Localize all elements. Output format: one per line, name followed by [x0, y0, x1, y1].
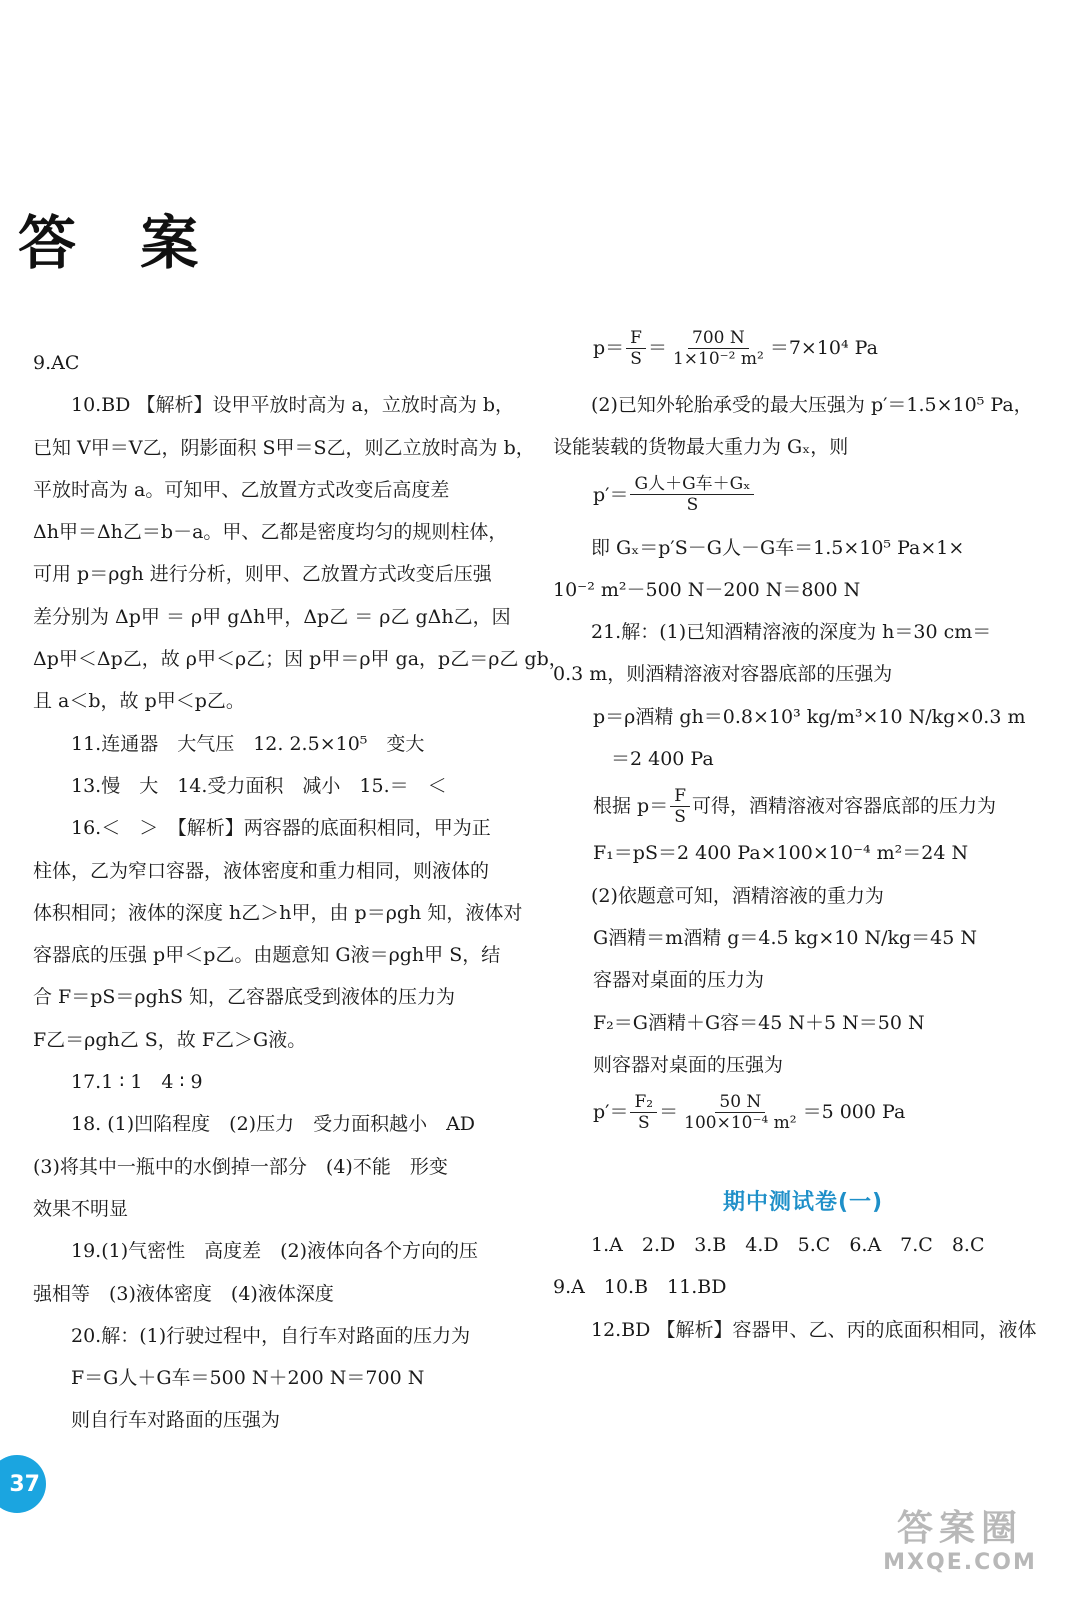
formula-text: p′＝: [593, 483, 629, 506]
answer-line: 17.1 ∶ 1 4 ∶ 9: [71, 1071, 203, 1094]
fraction: [630, 1092, 657, 1133]
answer-line: 设能装载的货物最大重力为 Gₓ，则: [553, 436, 849, 459]
answer-line: 则自行车对路面的压强为: [71, 1409, 281, 1432]
answer-line: 21.解：(1)已知酒精溶液的深度为 h＝30 cm＝: [591, 621, 992, 644]
answer-line: 差分别为 Δp甲 ＝ ρ甲 gΔh甲，Δp乙 ＝ ρ乙 gΔh乙，因: [33, 605, 511, 628]
answer-line: 0.3 m，则酒精溶液对容器底部的压强为: [553, 663, 893, 686]
answer-line: (2)依题意可知，酒精溶液的重力为: [591, 884, 884, 907]
fraction: [680, 1092, 800, 1133]
numerator: F: [626, 328, 646, 349]
answer-line: (2)已知外轮胎承受的最大压强为 p′＝1.5×10⁵ Pa，: [591, 394, 1033, 416]
numerator: F₂: [630, 1092, 657, 1113]
watermark-url: MXQE.COM: [883, 1550, 1037, 1575]
fraction: [670, 786, 690, 827]
answer-line: 19.(1)气密性 高度差 (2)液体向各个方向的压: [71, 1240, 479, 1263]
answer-line: F乙＝ρgh乙 S，故 F乙＞G液。: [33, 1028, 307, 1051]
numerator: G人＋G车＋Gₓ: [630, 474, 754, 495]
answer-line: ＝2 400 Pa: [611, 748, 714, 771]
answer-line: 9.A 10.B 11.BD: [553, 1276, 727, 1299]
page-title: 答 案: [18, 209, 221, 277]
answer-line: 13.慢 大 14.受力面积 减小 15.＝ ＜: [71, 774, 447, 797]
answer-line: F＝G人＋G车＝500 N＋200 N＝700 N: [71, 1367, 425, 1390]
page-number-badge: [0, 1455, 46, 1513]
answer-line: (3)将其中一瓶中的水倒掉一部分 (4)不能 形变: [33, 1155, 448, 1178]
answer-line: 已知 V甲＝V乙，阴影面积 S甲＝S乙，则乙立放时高为 b，: [33, 436, 535, 459]
answer-line: 1.A 2.D 3.B 4.D 5.C 6.A 7.C 8.C: [591, 1234, 985, 1257]
answer-line: F₂＝G酒精＋G容＝45 N＋5 N＝50 N: [593, 1011, 925, 1034]
formula-text: ＝: [659, 1101, 679, 1124]
denominator: S: [630, 348, 642, 369]
answer-line: 即 Gₓ＝p′S－G人－G车＝1.5×10⁵ Pa×1×: [591, 536, 965, 559]
formula-text: ＝5 000 Pa: [802, 1101, 906, 1124]
answer-line: 18. (1)凹陷程度 (2)压力 受力面积越小 AD: [71, 1113, 476, 1136]
answer-line: 12.BD 【解析】容器甲、乙、丙的底面积相同，液体: [591, 1318, 1037, 1341]
formula-max-pressure: [553, 469, 1053, 521]
right-column: [553, 327, 1053, 1351]
answer-line: 合 F＝pS＝ρghS 知，乙容器底受到液体的压力为: [33, 986, 456, 1009]
answer-line: 16.＜ ＞ 【解析】两容器的底面积相同，甲为正: [71, 817, 491, 840]
formula-table-pressure: [553, 1086, 1053, 1138]
numerator: F: [670, 786, 690, 807]
page-number: 37: [9, 1471, 40, 1497]
formula-text: p＝: [593, 337, 625, 359]
answer-line: 容器底的压强 p甲＜p乙。由题意知 G液＝ρgh甲 S，结: [33, 944, 501, 967]
denominator: S: [686, 495, 699, 516]
answer-line: 容器对桌面的压力为: [593, 969, 765, 992]
denominator: 100×10⁻⁴ m²: [684, 1112, 797, 1133]
watermark-text: 答案圈: [896, 1508, 1023, 1549]
denominator: S: [637, 1112, 650, 1133]
fraction: [669, 328, 768, 369]
denominator: 1×10⁻² m²: [672, 348, 764, 369]
answer-line: 效果不明显: [33, 1197, 129, 1220]
fraction: [630, 474, 754, 515]
answer-line: F₁＝pS＝2 400 Pa×100×10⁻⁴ m²＝24 N: [593, 842, 969, 865]
watermark-logo: [855, 1508, 1065, 1582]
answer-line: 可用 p＝ρgh 进行分析，则甲、乙放置方式改变后压强: [33, 563, 492, 586]
fraction: [626, 328, 646, 369]
formula-force: [553, 780, 1053, 832]
answer-line: 11.连通器 大气压 12. 2.5×10⁵ 变大: [71, 732, 425, 755]
answer-line: p＝ρ酒精 gh＝0.8×10³ kg/m³×10 N/kg×0.3 m: [593, 705, 1026, 728]
formula-text: 可得，酒精溶液对容器底部的压力为: [692, 795, 997, 818]
formula-text: ＝7×10⁴ Pa: [769, 337, 878, 359]
formula-pressure-bike: [553, 322, 1053, 374]
answer-line: 10⁻² m²－500 N－200 N＝800 N: [553, 578, 861, 601]
formula-text: 根据 p＝: [593, 795, 669, 818]
answer-line: 柱体，乙为窄口容器，液体密度和重力相同，则液体的: [33, 859, 490, 882]
answer-line: 体积相同；液体的深度 h乙＞h甲，由 p＝ρgh 知，液体对: [33, 901, 523, 924]
formula-text: ＝: [647, 337, 667, 359]
answer-line: 9.AC: [33, 352, 80, 374]
answer-line: Δh甲＝Δh乙＝b－a。甲、乙都是密度均匀的规则柱体，: [33, 521, 508, 544]
answer-line: 20.解：(1)行驶过程中，自行车对路面的压力为: [71, 1324, 471, 1347]
answer-line: 10.BD 【解析】设甲平放时高为 a，立放时高为 b，: [71, 394, 515, 417]
left-column: [33, 342, 568, 1442]
denominator: S: [674, 806, 686, 827]
formula-text: p′＝: [593, 1101, 629, 1124]
numerator: 700 N: [688, 328, 749, 349]
answer-line: G酒精＝m酒精 g＝4.5 kg×10 N/kg＝45 N: [593, 926, 978, 949]
answer-line: 强相等 (3)液体密度 (4)液体深度: [33, 1282, 334, 1305]
answer-line: Δp甲＜Δp乙，故 ρ甲＜ρ乙；因 p甲＝ρ甲 ga，p乙＝ρ乙 gb，: [33, 648, 568, 671]
section-heading: 期中测试卷(一): [722, 1190, 884, 1216]
numerator: 50 N: [715, 1092, 765, 1113]
answer-line: 平放时高为 a。可知甲、乙放置方式改变后高度差: [33, 478, 450, 501]
answer-line: 且 a＜b，故 p甲＜p乙。: [33, 690, 245, 713]
answer-line: 则容器对桌面的压强为: [593, 1053, 784, 1076]
